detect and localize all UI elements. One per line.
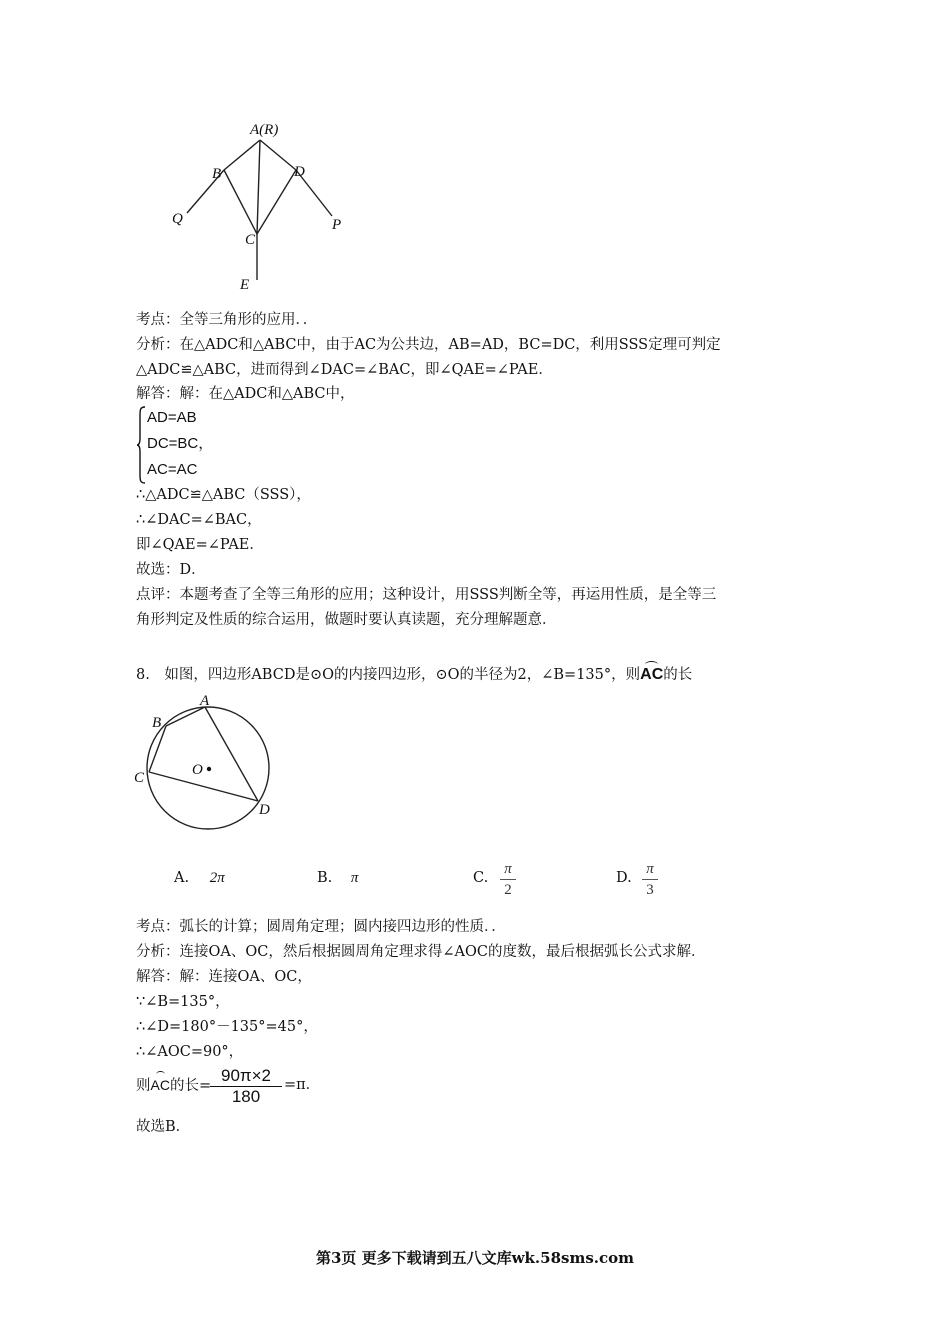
label-d: D bbox=[294, 164, 305, 180]
option-d-fraction bbox=[642, 860, 658, 899]
q7-dianping-1: 点评：本题考查了全等三角形的应用；这种设计，用SSS判断全等，再运用性质，是全等三 bbox=[136, 587, 717, 603]
label-p: P bbox=[332, 217, 342, 233]
q7-equation-system bbox=[136, 406, 256, 484]
system-eq-1: AD=AB bbox=[147, 409, 197, 426]
q7-dianping-2: 角形判定及性质的综合运用，做题时要认真读题，充分理解题意． bbox=[136, 612, 557, 628]
q8-sol-suffix: =π． bbox=[284, 1077, 321, 1093]
option-b[interactable] bbox=[317, 870, 358, 887]
label-b: B bbox=[212, 166, 222, 182]
q7-fenxi-1: 分析：在△ADC和△ABC中，由于AC为公共边，AB=AD，BC=DC，利用SSS定理可判定 bbox=[136, 337, 721, 353]
q7-kaodian: 考点：全等三角形的应用．． bbox=[136, 312, 318, 328]
q8-step-1: ∵∠B=135°， bbox=[136, 994, 230, 1010]
q8-step-3: ∴∠AOC=90°， bbox=[136, 1044, 244, 1060]
option-b-letter: B. bbox=[317, 870, 333, 886]
option-d-letter: D. bbox=[616, 870, 632, 886]
q8-question-prefix: 8. 如图，四边形ABCD是⊙O的内接四边形，⊙O的半径为2，∠B=135°，则 bbox=[136, 667, 641, 683]
q7-step-2: ∴∠DAC=∠BAC， bbox=[136, 512, 262, 528]
option-c-letter: C. bbox=[473, 870, 489, 886]
option-c-denominator: 2 bbox=[504, 882, 512, 898]
q8-sol-prefix: 则 bbox=[136, 1078, 151, 1094]
q8-sol-denominator: 180 bbox=[231, 1087, 261, 1106]
circle-label-d: D bbox=[259, 802, 270, 818]
option-a-value: 2π bbox=[209, 870, 225, 886]
option-c-fraction bbox=[500, 860, 516, 899]
q7-answer: 故选：D． bbox=[136, 562, 206, 578]
q7-fenxi-2: △ADC≌△ABC，进而得到∠DAC=∠BAC，即∠QAE=∠PAE． bbox=[136, 362, 553, 378]
circle-label-c: C bbox=[134, 770, 145, 786]
brace-icon bbox=[136, 406, 146, 484]
figure-circle-quadrilateral bbox=[130, 692, 280, 842]
option-a[interactable] bbox=[174, 870, 225, 887]
q7-jieda: 解答：解：在△ADC和△ABC中， bbox=[136, 386, 355, 402]
q8-answer: 故选B． bbox=[136, 1119, 191, 1135]
q8-sol-arc: AC bbox=[150, 1077, 170, 1093]
option-a-letter: A. bbox=[174, 870, 190, 886]
option-d-denominator: 3 bbox=[646, 882, 654, 898]
circle-label-b: B bbox=[152, 715, 162, 731]
q7-step-3: 即∠QAE=∠PAE． bbox=[136, 537, 264, 553]
circle-label-a: A bbox=[200, 693, 210, 709]
option-c-numerator: π bbox=[504, 861, 512, 877]
q8-sol-numerator: 90π×2 bbox=[220, 1066, 272, 1085]
option-d-numerator: π bbox=[646, 861, 654, 877]
page-footer: 第3页 更多下载请到五八文库wk.58sms.com bbox=[315, 1249, 635, 1267]
label-q: Q bbox=[172, 211, 183, 227]
q8-sol-mid: 的长= bbox=[169, 1078, 212, 1094]
q8-solution-line bbox=[136, 1075, 211, 1096]
q8-solution-fraction bbox=[210, 1066, 282, 1107]
q8-jieda: 解答：解：连接OA、OC， bbox=[136, 969, 312, 985]
figure-kite-diagram bbox=[160, 118, 360, 298]
circle-label-o: O bbox=[192, 762, 203, 778]
option-b-value: π bbox=[350, 870, 359, 886]
q8-question-suffix: 的长 bbox=[663, 667, 693, 683]
label-a-r: A(R) bbox=[250, 122, 279, 138]
q8-question bbox=[136, 665, 692, 685]
q8-kaodian: 考点：弧长的计算；圆周角定理；圆内接四边形的性质．． bbox=[136, 919, 506, 935]
label-c: C bbox=[245, 232, 256, 248]
system-eq-2: DC=BC， bbox=[147, 435, 214, 452]
q8-step-2: ∴∠D=180°－135°=45°， bbox=[136, 1019, 318, 1035]
q8-fenxi: 分析：连接OA、OC，然后根据圆周角定理求得∠AOC的度数，最后根据弧长公式求解． bbox=[136, 944, 706, 960]
option-c[interactable] bbox=[473, 870, 488, 886]
system-eq-3: AC=AC bbox=[147, 461, 198, 478]
q8-arc-label: AC bbox=[640, 666, 664, 683]
option-d[interactable] bbox=[616, 870, 632, 886]
label-e: E bbox=[240, 277, 250, 293]
q7-step-1: ∴△ADC≌△ABC（SSS）， bbox=[136, 487, 311, 503]
